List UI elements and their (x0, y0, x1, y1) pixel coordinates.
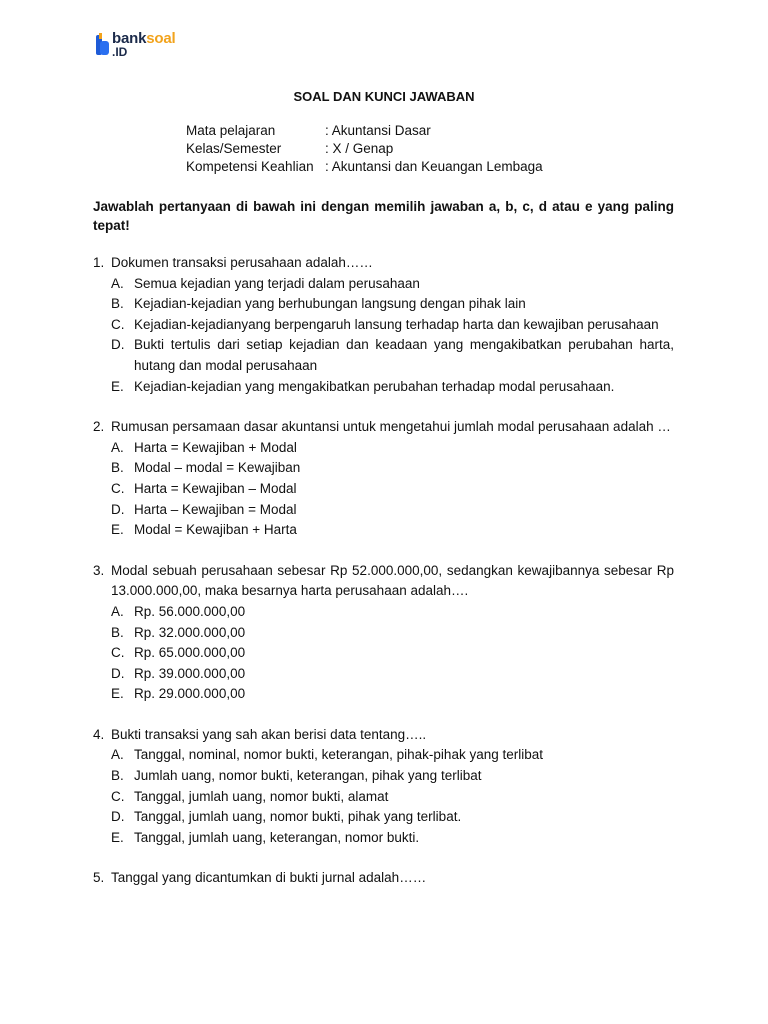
question-row (93, 725, 674, 746)
question-text: Tanggal yang dicantumkan di bukti jurnal adalah…… (111, 870, 427, 886)
question-row (93, 417, 674, 438)
meta-info (186, 122, 543, 176)
option-text: Bukti tertulis dari setiap kejadian dan keadaan yang mengakibatkan perubahan harta, hutang dan modal perusahaan (134, 337, 674, 373)
option-text: Rp. 32.000.000,00 (134, 624, 246, 640)
meta-row (186, 158, 543, 176)
answer-option (111, 602, 674, 623)
meta-key: Mata pelajaran (186, 123, 276, 138)
option-text: Semua kejadian yang terjadi dalam perusahaan (134, 275, 420, 291)
meta-key: Kompetensi Keahlian (186, 159, 314, 174)
option-letter: D. (111, 337, 125, 353)
option-letter: A. (111, 275, 124, 291)
option-letter: C. (111, 316, 125, 332)
option-letter: A. (111, 439, 124, 455)
question-number: 2. (93, 419, 105, 435)
answer-option (111, 828, 674, 849)
answer-option (111, 438, 674, 459)
option-text: Harta = Kewajiban – Modal (134, 480, 297, 496)
logo-suffix: .ID (112, 45, 128, 59)
answer-option (111, 479, 674, 500)
answer-option (111, 684, 674, 705)
option-text: Rp. 39.000.000,00 (134, 665, 246, 681)
question-row (93, 868, 674, 889)
question-number: 4. (93, 726, 105, 742)
question-row (93, 561, 674, 602)
question-text: Dokumen transaksi perusahaan adalah…… (111, 255, 373, 270)
instruction: Jawablah pertanyaan di bawah ini dengan memilih jawaban a, b, c, d atau e yang paling tepat! (93, 199, 674, 233)
logo-wordmark: banksoal (112, 30, 176, 47)
option-text: Kejadian-kejadianyang berpengaruh lansung terhadap harta dan kewajiban perusahaan (134, 316, 659, 332)
option-text: Rp. 65.000.000,00 (134, 645, 246, 661)
option-text: Tanggal, jumlah uang, nomor bukti, alamat (134, 788, 389, 804)
option-letter: C. (111, 645, 125, 661)
answer-option (111, 315, 674, 336)
option-text: Kejadian-kejadian yang mengakibatkan perubahan terhadap modal perusahaan. (134, 378, 615, 394)
option-text: Rp. 29.000.000,00 (134, 686, 246, 702)
page-title: SOAL DAN KUNCI JAWABAN (293, 89, 475, 104)
option-letter: B. (111, 460, 124, 476)
question-row (93, 253, 674, 274)
option-text: Modal = Kewajiban + Harta (134, 522, 297, 538)
option-letter: D. (111, 501, 125, 517)
option-letter: A. (111, 747, 124, 763)
answer-option (111, 335, 674, 376)
option-letter: C. (111, 480, 125, 496)
option-letter: B. (111, 768, 124, 784)
question-item (93, 253, 674, 397)
question-number: 5. (93, 870, 105, 886)
option-letter: C. (111, 788, 125, 804)
question-item (93, 417, 674, 541)
answer-option (111, 377, 674, 398)
meta-row (186, 122, 543, 140)
question-text: Bukti transaksi yang sah akan berisi data tentang….. (111, 726, 427, 742)
option-text: Kejadian-kejadian yang berhubungan langsung dengan pihak lain (134, 296, 526, 312)
option-letter: E. (111, 522, 124, 538)
option-text: Harta – Kewajiban = Modal (134, 501, 297, 517)
question-item (93, 561, 674, 705)
meta-value: : X / Genap (325, 141, 394, 156)
answer-option (111, 643, 674, 664)
option-letter: E. (111, 686, 124, 702)
option-letter: B. (111, 624, 124, 640)
answer-option (111, 664, 674, 685)
answer-option (111, 787, 674, 808)
answer-option (111, 458, 674, 479)
option-letter: D. (111, 809, 125, 825)
option-text: Rp. 56.000.000,00 (134, 603, 246, 619)
answer-option (111, 500, 674, 521)
question-text: Rumusan persamaan dasar akuntansi untuk mengetahui jumlah modal perusahaan adalah … (111, 419, 671, 435)
option-letter: E. (111, 829, 124, 845)
meta-key: Kelas/Semester (186, 141, 282, 156)
question-text: Modal sebuah perusahaan sebesar Rp 52.000.000,00, sedangkan kewajibannya sebesar Rp 13.000.000,00, maka besarnya harta perusahaan adalah…. (111, 562, 674, 599)
option-text: Modal – modal = Kewajiban (134, 460, 301, 476)
answer-option (111, 520, 674, 541)
option-letter: D. (111, 665, 125, 681)
option-text: Tanggal, nominal, nomor bukti, keterangan, pihak-pihak yang terlibat (134, 747, 543, 763)
answer-option (111, 745, 674, 766)
banksoal-logo (94, 32, 194, 60)
question-item (93, 868, 674, 889)
question-list (93, 253, 674, 909)
option-letter: A. (111, 603, 124, 619)
meta-row (186, 140, 543, 158)
option-text: Tanggal, jumlah uang, keterangan, nomor bukti. (134, 829, 420, 845)
answer-option (111, 274, 674, 295)
question-number: 1. (93, 255, 105, 270)
banksoal-logo-icon (94, 32, 111, 58)
answer-option (111, 294, 674, 315)
question-number: 3. (93, 562, 105, 578)
option-text: Harta = Kewajiban + Modal (134, 439, 297, 455)
meta-value: : Akuntansi Dasar (325, 123, 431, 138)
answer-option (111, 807, 674, 828)
meta-value: : Akuntansi dan Keuangan Lembaga (325, 159, 543, 174)
option-text: Jumlah uang, nomor bukti, keterangan, pihak yang terlibat (134, 768, 482, 784)
answer-option (111, 623, 674, 644)
option-letter: B. (111, 296, 124, 312)
question-item (93, 725, 674, 849)
answer-option (111, 766, 674, 787)
option-letter: E. (111, 378, 124, 394)
option-text: Tanggal, jumlah uang, nomor bukti, pihak yang terlibat. (134, 809, 462, 825)
